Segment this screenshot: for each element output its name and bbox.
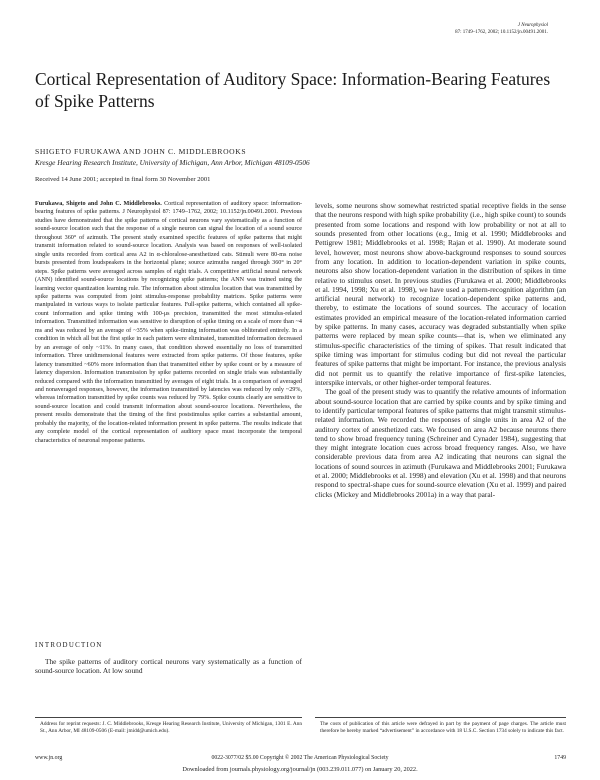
footnote-reprint: Address for reprint requests: J. C. Middlebrooks, Kresge Hearing Research Institute, University of Michigan, 1301 E. Ann St., Ann Arbor, MI 48109-0506 (E-mail: jmidd@umich.edu). <box>40 721 302 735</box>
footnote-costs: The costs of publication of this article were defrayed in part by the payment of page charges. The article must therefore be hereby marked “advertisement” in accordance with 18 U.S.C. Section 1734 solely to indicate this fact. <box>320 721 566 735</box>
journal-citation: 87: 1749–1762, 2002; 10.1152/jn.00491.2001. <box>455 30 548 35</box>
affiliation: Kresge Hearing Research Institute, University of Michigan, Ann Arbor, Michigan 48109-0506 <box>35 158 310 167</box>
footnote-divider-left <box>35 717 302 718</box>
abstract <box>35 200 302 445</box>
footnote-divider-right <box>315 717 566 718</box>
right-paragraph-2: The goal of the present study was to quantify the relative amounts of information about sound-source location that are carried by spike counts and by spike timing and to identify particular temporal features of spike patterns that might transmit stimulus-related information. We recorded the responses of single units in area A2 of the auditory cortex of anesthetized cats. We focused on area A2 because neurons there tend to show broad frequency tuning (Schreiner and Cynader 1984), suggesting that they might integrate location cues across broad frequency ranges. Also, we have considerable previous data from area A2 indicating that neurons can signal the locations of sound sources in azimuth (Furukawa and Middlebrooks 2001; Furukawa et al. 2000; Middlebrooks et al. 1998) and elevation (Xu et al. 1998) and that neurons respond to spectral-shape cues for sound-source elevation (Xu et al. 1999) and paired clicks (Mickey and Middlebrooks 2001a) in a way that paral- <box>315 387 566 499</box>
download-notice: Downloaded from journals.physiology.org/journal/jn (003.239.011.077) on January 20, 2022. <box>182 766 418 773</box>
abstract-text: Cortical representation of auditory space: information-bearing features of spike patterns. J Neurophysiol 87: 1749–1762, 2002; 10.1152/jn.00491.2001. Previous studies have demonstrated that the spike patterns of cortical neurons vary systematically as a function of sound-source location such that the response of a single neuron can signal the location of a sound source throughout 360° of azimuth. The present study examined specific features of spike patterns that might transmit information related to sound-source location. Analysis was based on responses of well-isolated single units recorded from cortical area A2 in α-chloralose-anesthetized cats. Stimuli were 80-ms noise bursts presented from loudspeakers in the horizontal plane; source azimuths ranged through 360° in 20° steps. Spike patterns were averaged across samples of eight trials. A competitive artificial neural network (ANN) identified sound-source locations by recognizing spike patterns; the ANN was trained using the learning vector quantization learning rule. The information about stimulus location that was transmitted by spike patterns was computed from joint stimulus-response probability matrices. Spike patterns were manipulated in various ways to isolate particular features. Full-spike patterns, which contained all spike-count information and spike timing with 100-μs precision, transmitted the most stimulus-related information. Transmitted information was sensitive to disruption of spike timing on a scale of more than ~4 ms and was reduced by an average of ~35% when spike-timing information was obliterated entirely. In a condition in which all but the first spike in each pattern were eliminated, transmitted information decreased by an average of only ~11%. In many cases, that condition showed essentially no loss of transmitted information. Three unidimensional features were extracted from spike patterns. Of those features, spike latency transmitted ~60% more information than that transmitted either by spike count or by a measure of latency dispersion. Information transmission by spike patterns recorded on single trials was substantially reduced compared with the information transmitted by averages of eight trials. In a comparison of averaged and nonaveraged responses, however, the information transmitted by latencies was reduced by only ~29%, whereas information transmitted by spike counts was reduced by 79%. Spike counts clearly are sensitive to sound-source location and could transmit information about sound-source locations. Nevertheless, the present results demonstrate that the timing of the first poststimulus spike carries a substantial amount, probably the majority, of the location-related information present in spike patterns. The results indicate that any complete model of the cortical representation of auditory space must incorporate the temporal characteristics of neuronal response patterns. <box>35 201 302 444</box>
journal-name: J Neurophysiol <box>517 23 548 28</box>
introduction-text: The spike patterns of auditory cortical neurons vary systematically as a function of sound-source location. At low sound <box>35 657 302 676</box>
author-line: SHIGETO FURUKAWA AND JOHN C. MIDDLEBROOKS <box>35 147 247 156</box>
received-date: Received 14 June 2001; accepted in final form 30 November 2001 <box>35 176 211 183</box>
copyright-line: 0022-3077/02 $5.00 Copyright © 2002 The American Physiological Society <box>211 755 389 761</box>
abstract-lead: Furukawa, Shigeto and John C. Middlebrooks. <box>35 201 162 207</box>
introduction-heading: INTRODUCTION <box>35 642 103 649</box>
right-paragraph-1: levels, some neurons show somewhat restricted spatial receptive fields in the sense that the neurons respond with high spike probability (i.e., high spike count) to sounds presented from some locations and respond with low probability or not at all to sounds presented from other locations (e.g., Imig et al. 1990; Middlebrooks and Pettigrew 1981; Middlebrooks et al. 1998; Rajan et al. 1990). At moderate sound level, however, most neurons show above-background responses to sound sources from any location. In addition to location-dependent variation in spike counts, neurons also show location-dependent variation in the distribution of spikes in time relative to stimulus onset. In previous studies (Furukawa et al. 2000; Middlebrooks et al. 1994, 1998; Xu et al. 1998), we have used a pattern-recognition algorithm (an artificial neural network) to recognize location-dependent spike patterns and, thereby, to estimate the locations of sound sources. The accuracy of location estimates provided an empirical measure of the location-related information carried by spike patterns. In many cases, accuracy was degraded substantially when spike patterns were replaced by mean spike counts—that is, when we eliminated any stimulus-specific characteristics of the timing of spikes. That result indicated that spike timing was important for stimulus coding but did not reveal the particular features of spike patterns that might be important. For instance, the previous analysis did not permit us to quantify the relative importance of first-spike latencies, interspike intervals, or other higher-order temporal features. <box>315 201 566 387</box>
journal-reference <box>455 22 548 36</box>
journal-website: www.jn.org <box>35 755 63 761</box>
right-column <box>315 201 566 499</box>
page-number: 1749 <box>554 755 566 761</box>
article-title: Cortical Representation of Auditory Space: Information-Bearing Features of Spike Patterns <box>35 69 551 111</box>
